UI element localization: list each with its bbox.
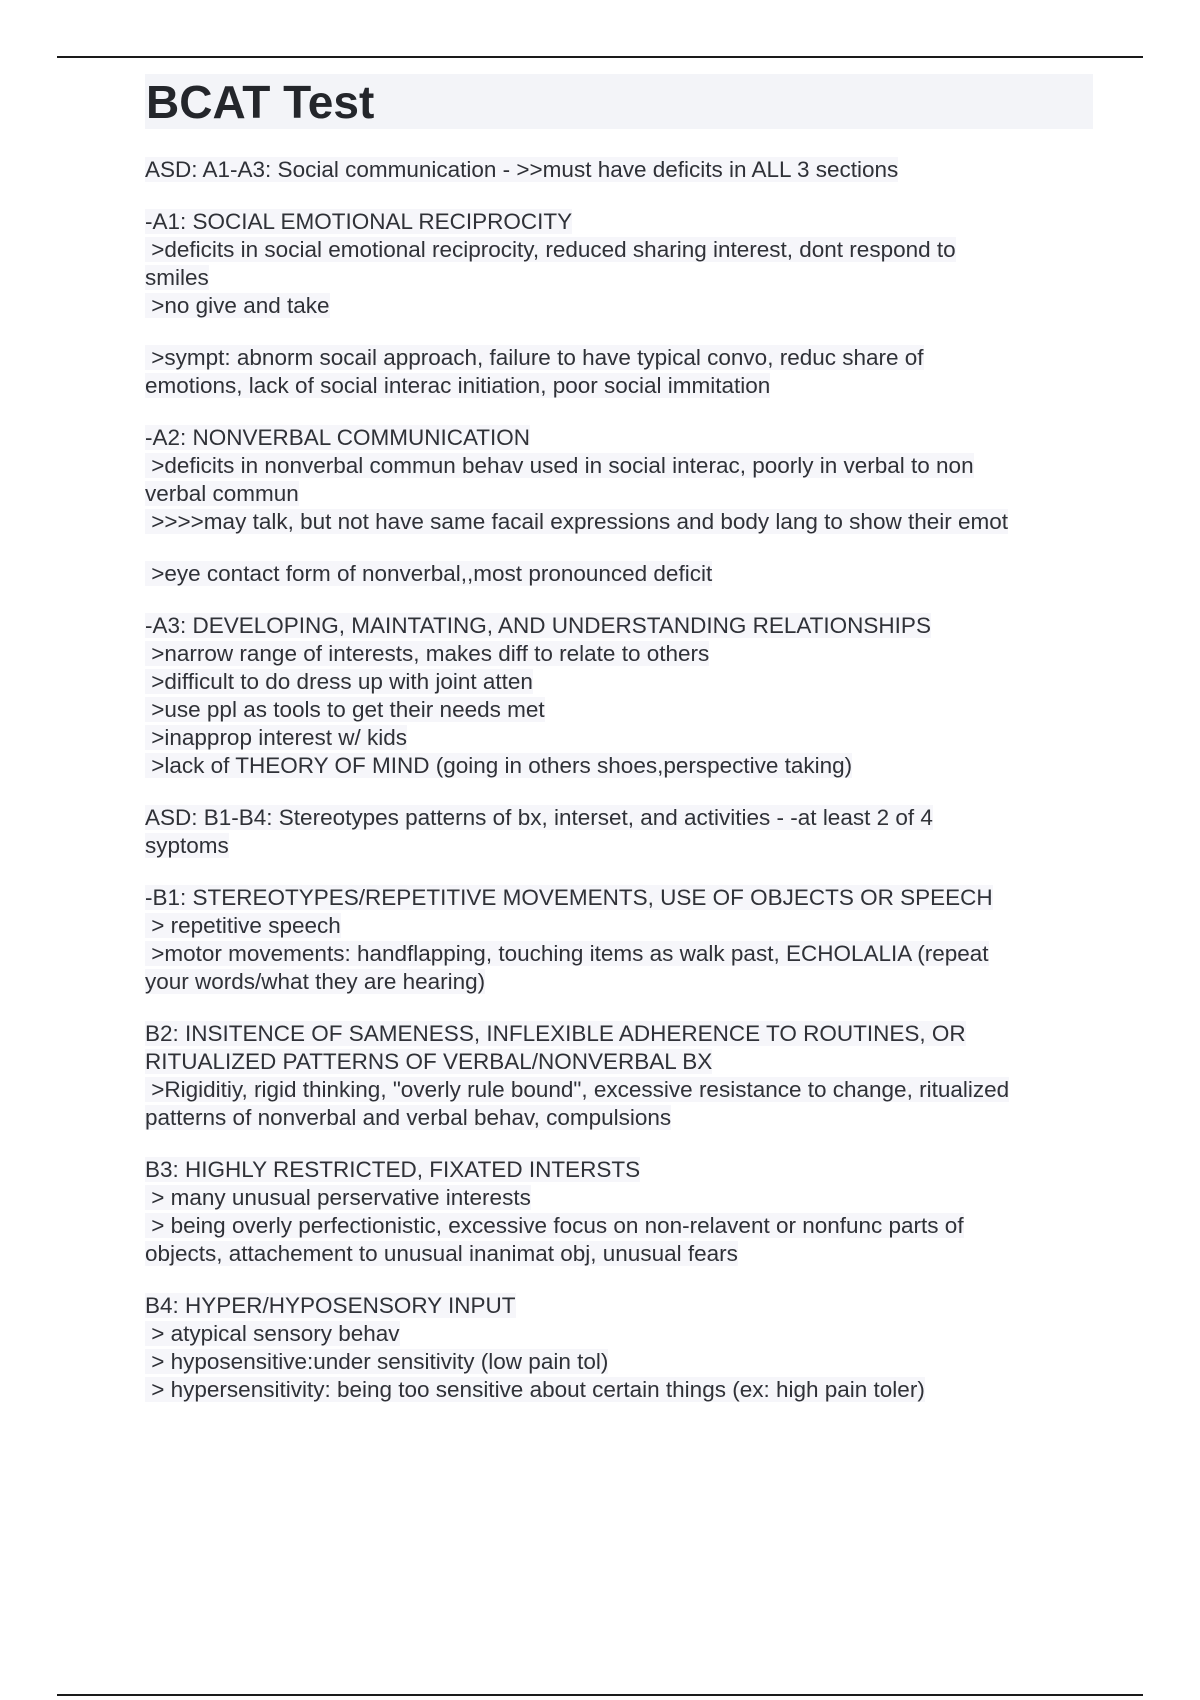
text-line-content: > hypersensitivity: being too sensitive about certain things (ex: high pain toler) <box>145 1377 925 1402</box>
text-line <box>145 640 1093 668</box>
paragraph <box>145 424 1093 536</box>
notes-section <box>145 156 1093 1404</box>
text-line <box>145 1292 1093 1320</box>
bottom-rule <box>57 1694 1143 1696</box>
text-line-content: >deficits in nonverbal commun behav used in social interac, poorly in verbal to non <box>145 453 974 478</box>
text-line-content: -A3: DEVELOPING, MAINTATING, AND UNDERSTANDING RELATIONSHIPS <box>145 613 931 638</box>
text-line <box>145 480 1093 508</box>
text-line <box>145 668 1093 696</box>
document-body <box>145 74 1093 1428</box>
text-line <box>145 292 1093 320</box>
text-line <box>145 424 1093 452</box>
text-line-content: >lack of THEORY OF MIND (going in others shoes,perspective taking) <box>145 753 853 778</box>
text-line <box>145 560 1093 588</box>
text-line <box>145 1156 1093 1184</box>
text-line-content: >difficult to do dress up with joint atten <box>145 669 533 694</box>
text-line-content: objects, attachement to unusual inanimat obj, unusual fears <box>145 1241 738 1266</box>
text-line <box>145 752 1093 780</box>
text-line-content: emotions, lack of social interac initiation, poor social immitation <box>145 373 771 398</box>
text-line-content: > many unusual perservative interests <box>145 1185 531 1210</box>
text-line <box>145 940 1093 968</box>
text-line <box>145 236 1093 264</box>
text-line-content: -B1: STEREOTYPES/REPETITIVE MOVEMENTS, USE OF OBJECTS OR SPEECH <box>145 885 993 910</box>
text-line <box>145 1048 1093 1076</box>
text-line-content: smiles <box>145 265 209 290</box>
text-line <box>145 1240 1093 1268</box>
text-line-content: ASD: B1-B4: Stereotypes patterns of bx, interset, and activities - -at least 2 of 4 <box>145 805 933 830</box>
text-line <box>145 724 1093 752</box>
text-line-content: > atypical sensory behav <box>145 1321 400 1346</box>
text-line-content: >eye contact form of nonverbal,,most pronounced deficit <box>145 561 713 586</box>
text-line <box>145 832 1093 860</box>
text-line <box>145 968 1093 996</box>
text-line-content: > hyposensitive:under sensitivity (low pain tol) <box>145 1349 609 1374</box>
title-band <box>145 74 1093 129</box>
top-rule <box>57 56 1143 58</box>
text-line-content: >narrow range of interests, makes diff to relate to others <box>145 641 710 666</box>
text-line-content: >sympt: abnorm socail approach, failure to have typical convo, reduc share of <box>145 345 924 370</box>
text-line <box>145 264 1093 292</box>
text-line-content: ASD: A1-A3: Social communication - >>must have deficits in ALL 3 sections <box>145 157 899 182</box>
text-line-content: > being overly perfectionistic, excessive focus on non-relavent or nonfunc parts of <box>145 1213 964 1238</box>
paragraph <box>145 156 1093 184</box>
text-line-content: patterns of nonverbal and verbal behav, compulsions <box>145 1105 672 1130</box>
text-line-content: verbal commun <box>145 481 299 506</box>
text-line <box>145 1104 1093 1132</box>
page-title: BCAT Test <box>146 75 375 128</box>
text-line <box>145 912 1093 940</box>
paragraph <box>145 344 1093 400</box>
paragraph <box>145 208 1093 320</box>
text-line <box>145 208 1093 236</box>
text-line <box>145 1348 1093 1376</box>
text-line-content: >no give and take <box>145 293 330 318</box>
text-line <box>145 884 1093 912</box>
text-line-content: >use ppl as tools to get their needs met <box>145 697 545 722</box>
text-line <box>145 156 1093 184</box>
paragraph <box>145 1020 1093 1132</box>
text-line-content: RITUALIZED PATTERNS OF VERBAL/NONVERBAL BX <box>145 1049 713 1074</box>
paragraph <box>145 804 1093 860</box>
text-line <box>145 508 1093 536</box>
paragraph <box>145 612 1093 780</box>
text-line-content: B3: HIGHLY RESTRICTED, FIXATED INTERSTS <box>145 1157 641 1182</box>
text-line-content: your words/what they are hearing) <box>145 969 486 994</box>
text-line-content: syptoms <box>145 833 229 858</box>
text-line-content: B4: HYPER/HYPOSENSORY INPUT <box>145 1293 516 1318</box>
text-line-content: >motor movements: handflapping, touching items as walk past, ECHOLALIA (repeat <box>145 941 989 966</box>
text-line <box>145 1184 1093 1212</box>
paragraph <box>145 560 1093 588</box>
text-line <box>145 696 1093 724</box>
text-line <box>145 1212 1093 1240</box>
text-line-content: -A2: NONVERBAL COMMUNICATION <box>145 425 531 450</box>
text-line-content: >>>>may talk, but not have same facail expressions and body lang to show their emot <box>145 509 1008 534</box>
text-line <box>145 804 1093 832</box>
paragraph <box>145 884 1093 996</box>
text-line-content: > repetitive speech <box>145 913 341 938</box>
paragraph <box>145 1292 1093 1404</box>
text-line <box>145 1320 1093 1348</box>
text-line <box>145 344 1093 372</box>
text-line <box>145 372 1093 400</box>
text-line <box>145 1076 1093 1104</box>
text-line <box>145 1376 1093 1404</box>
text-line <box>145 1020 1093 1048</box>
text-line-content: -A1: SOCIAL EMOTIONAL RECIPROCITY <box>145 209 573 234</box>
text-line-content: >deficits in social emotional reciprocity, reduced sharing interest, dont respond to <box>145 237 956 262</box>
text-line <box>145 452 1093 480</box>
paragraph <box>145 1156 1093 1268</box>
text-line-content: >Rigiditiy, rigid thinking, "overly rule bound", excessive resistance to change, ritualized <box>145 1077 1010 1102</box>
text-line-content: >inapprop interest w/ kids <box>145 725 408 750</box>
text-line-content: B2: INSITENCE OF SAMENESS, INFLEXIBLE ADHERENCE TO ROUTINES, OR <box>145 1021 966 1046</box>
text-line <box>145 612 1093 640</box>
